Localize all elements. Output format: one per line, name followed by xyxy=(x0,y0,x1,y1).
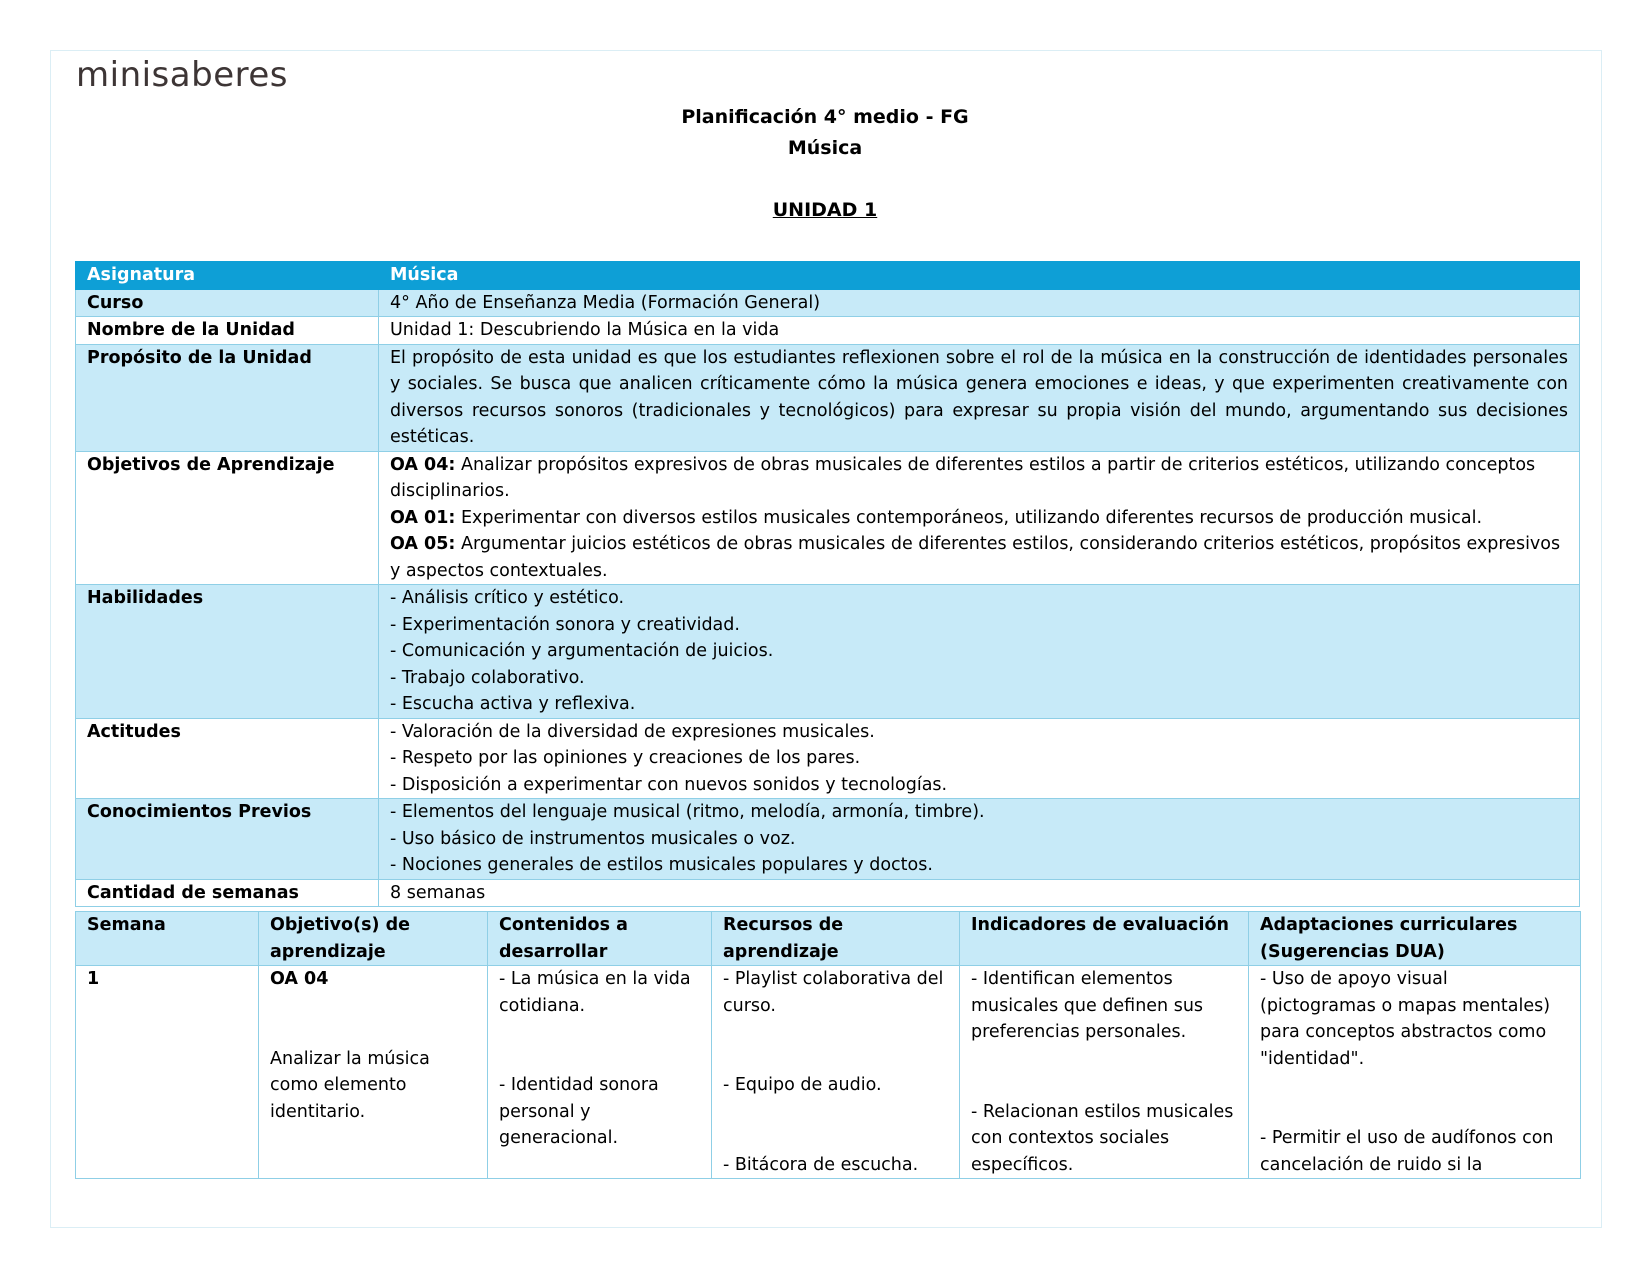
skill-item: - Trabajo colaborativo. xyxy=(390,667,585,688)
objective-item xyxy=(390,452,1568,505)
attitude-item: - Valoración de la diversidad de expresiones musicales. xyxy=(390,721,875,742)
oa-code: OA 01: xyxy=(390,507,456,528)
row-habilidades xyxy=(76,585,1580,719)
objective-item xyxy=(390,531,1568,584)
indicator-item: - Relacionan estilos musicales con contextos sociales específicos. xyxy=(971,1101,1234,1175)
row-nombre-unidad xyxy=(76,317,1580,345)
value-asignatura: Música xyxy=(379,262,1580,290)
header-contenidos: Contenidos a desarrollar xyxy=(488,912,712,966)
unit-info-table xyxy=(75,261,1580,907)
content-item: - La música en la vida cotidiana. xyxy=(499,969,691,1016)
skill-item: - Análisis crítico y estético. xyxy=(390,588,625,608)
row-objetivos xyxy=(76,451,1580,585)
label-proposito: Propósito de la Unidad xyxy=(76,344,379,451)
value-conocimientos xyxy=(379,799,1580,880)
attitude-item: - Respeto por las opiniones y creaciones de los pares. xyxy=(390,748,861,768)
cell-objetivos xyxy=(259,966,488,1179)
oa-code: OA 04 xyxy=(270,969,329,989)
value-nombre-unidad: Unidad 1: Descubriendo la Música en la vida xyxy=(379,317,1580,345)
label-asignatura: Asignatura xyxy=(76,262,379,290)
cell-indicadores xyxy=(960,966,1249,1179)
resource-item: - Playlist colaborativa del curso. xyxy=(723,969,944,1016)
resource-item: - Equipo de audio. xyxy=(723,1075,882,1095)
unit-title: UNIDAD 1 xyxy=(772,199,878,221)
oa-text: Argumentar juicios estéticos de obras musicales de diferentes estilos, considerando criterios estéticos, propósitos expresivos y aspectos contextuales. xyxy=(390,534,1561,581)
header-objetivos: Objetivo(s) de aprendizaje xyxy=(259,912,488,966)
content-item: - Identidad sonora personal y generacional. xyxy=(499,1075,659,1148)
row-semanas xyxy=(76,879,1580,907)
row-curso xyxy=(76,289,1580,317)
skill-item: - Escucha activa y reflexiva. xyxy=(390,694,636,714)
value-objetivos xyxy=(379,451,1580,585)
label-nombre-unidad: Nombre de la Unidad xyxy=(76,317,379,345)
attitude-item: - Disposición a experimentar con nuevos sonidos y tecnologías. xyxy=(390,774,948,795)
cell-contenidos xyxy=(488,966,712,1179)
value-actitudes xyxy=(379,718,1580,799)
prior-knowledge-item: - Elementos del lenguaje musical (ritmo, melodía, armonía, timbre). xyxy=(390,802,985,822)
prior-knowledge-item: - Nociones generales de estilos musicales populares y doctos. xyxy=(390,855,933,875)
label-habilidades: Habilidades xyxy=(76,585,379,719)
row-proposito xyxy=(76,344,1580,451)
oa-text: Analizar propósitos expresivos de obras musicales de diferentes estilos a partir de criterios estéticos, utilizando conceptos disciplinarios. xyxy=(390,454,1536,501)
label-curso: Curso xyxy=(76,289,379,317)
label-semanas: Cantidad de semanas xyxy=(76,879,379,907)
cell-semana: 1 xyxy=(76,966,259,1179)
cell-recursos xyxy=(712,966,960,1179)
cell-adaptaciones xyxy=(1249,966,1581,1179)
oa-text: Experimentar con diversos estilos musicales contemporáneos, utilizando diferentes recursos de producción musical. xyxy=(455,507,1483,528)
value-curso: 4° Año de Enseñanza Media (Formación General) xyxy=(379,289,1580,317)
row-asignatura xyxy=(76,262,1580,290)
skill-item: - Experimentación sonora y creatividad. xyxy=(390,614,740,635)
document-subject: Música xyxy=(787,137,863,159)
document-title: Planificación 4° medio - FG xyxy=(681,106,969,128)
indicator-item: - Identifican elementos musicales que definen sus preferencias personales. xyxy=(971,969,1204,1042)
minisaberes-logo xyxy=(76,55,288,95)
skill-item: - Comunicación y argumentación de juicios. xyxy=(390,641,774,661)
header-adaptaciones: Adaptaciones curriculares (Sugerencias DUA) xyxy=(1249,912,1581,966)
header-recursos: Recursos de aprendizaje xyxy=(712,912,960,966)
value-habilidades xyxy=(379,585,1580,719)
adaptation-item: - Uso de apoyo visual (pictogramas o mapas mentales) para conceptos abstractos como "identidad". xyxy=(1260,969,1551,1069)
oa-text: Analizar la música como elemento identitario. xyxy=(270,1048,430,1122)
objective-item xyxy=(390,505,1568,532)
logo-text: minisaberes xyxy=(76,55,288,95)
header-semana: Semana xyxy=(76,912,259,966)
weekly-plan-table xyxy=(75,911,1581,1179)
row-actitudes xyxy=(76,718,1580,799)
header-indicadores: Indicadores de evaluación xyxy=(960,912,1249,966)
table-row xyxy=(76,966,1581,1179)
weekly-plan-header xyxy=(76,912,1581,966)
oa-code: OA 05: xyxy=(390,534,456,554)
row-conocimientos xyxy=(76,799,1580,880)
adaptation-item: - Permitir el uso de audífonos con cancelación de ruido si la xyxy=(1260,1128,1554,1175)
label-actitudes: Actitudes xyxy=(76,718,379,799)
label-objetivos: Objetivos de Aprendizaje xyxy=(76,451,379,585)
oa-code: OA 04: xyxy=(390,454,456,475)
value-semanas: 8 semanas xyxy=(379,879,1580,907)
prior-knowledge-item: - Uso básico de instrumentos musicales o voz. xyxy=(390,828,796,849)
label-conocimientos: Conocimientos Previos xyxy=(76,799,379,880)
value-proposito: El propósito de esta unidad es que los estudiantes reflexionen sobre el rol de la música en la construcción de identidades personales y sociales. Se busca que analicen críticamente cómo la música genera emociones e ideas, y que experimenten creativamente con diversos recursos sonoros (tradicionales y tecnológicos) para expresar su propia visión del mundo, argumentando sus decisiones estéticas. xyxy=(379,344,1580,451)
resource-item: - Bitácora de escucha. xyxy=(723,1154,919,1175)
